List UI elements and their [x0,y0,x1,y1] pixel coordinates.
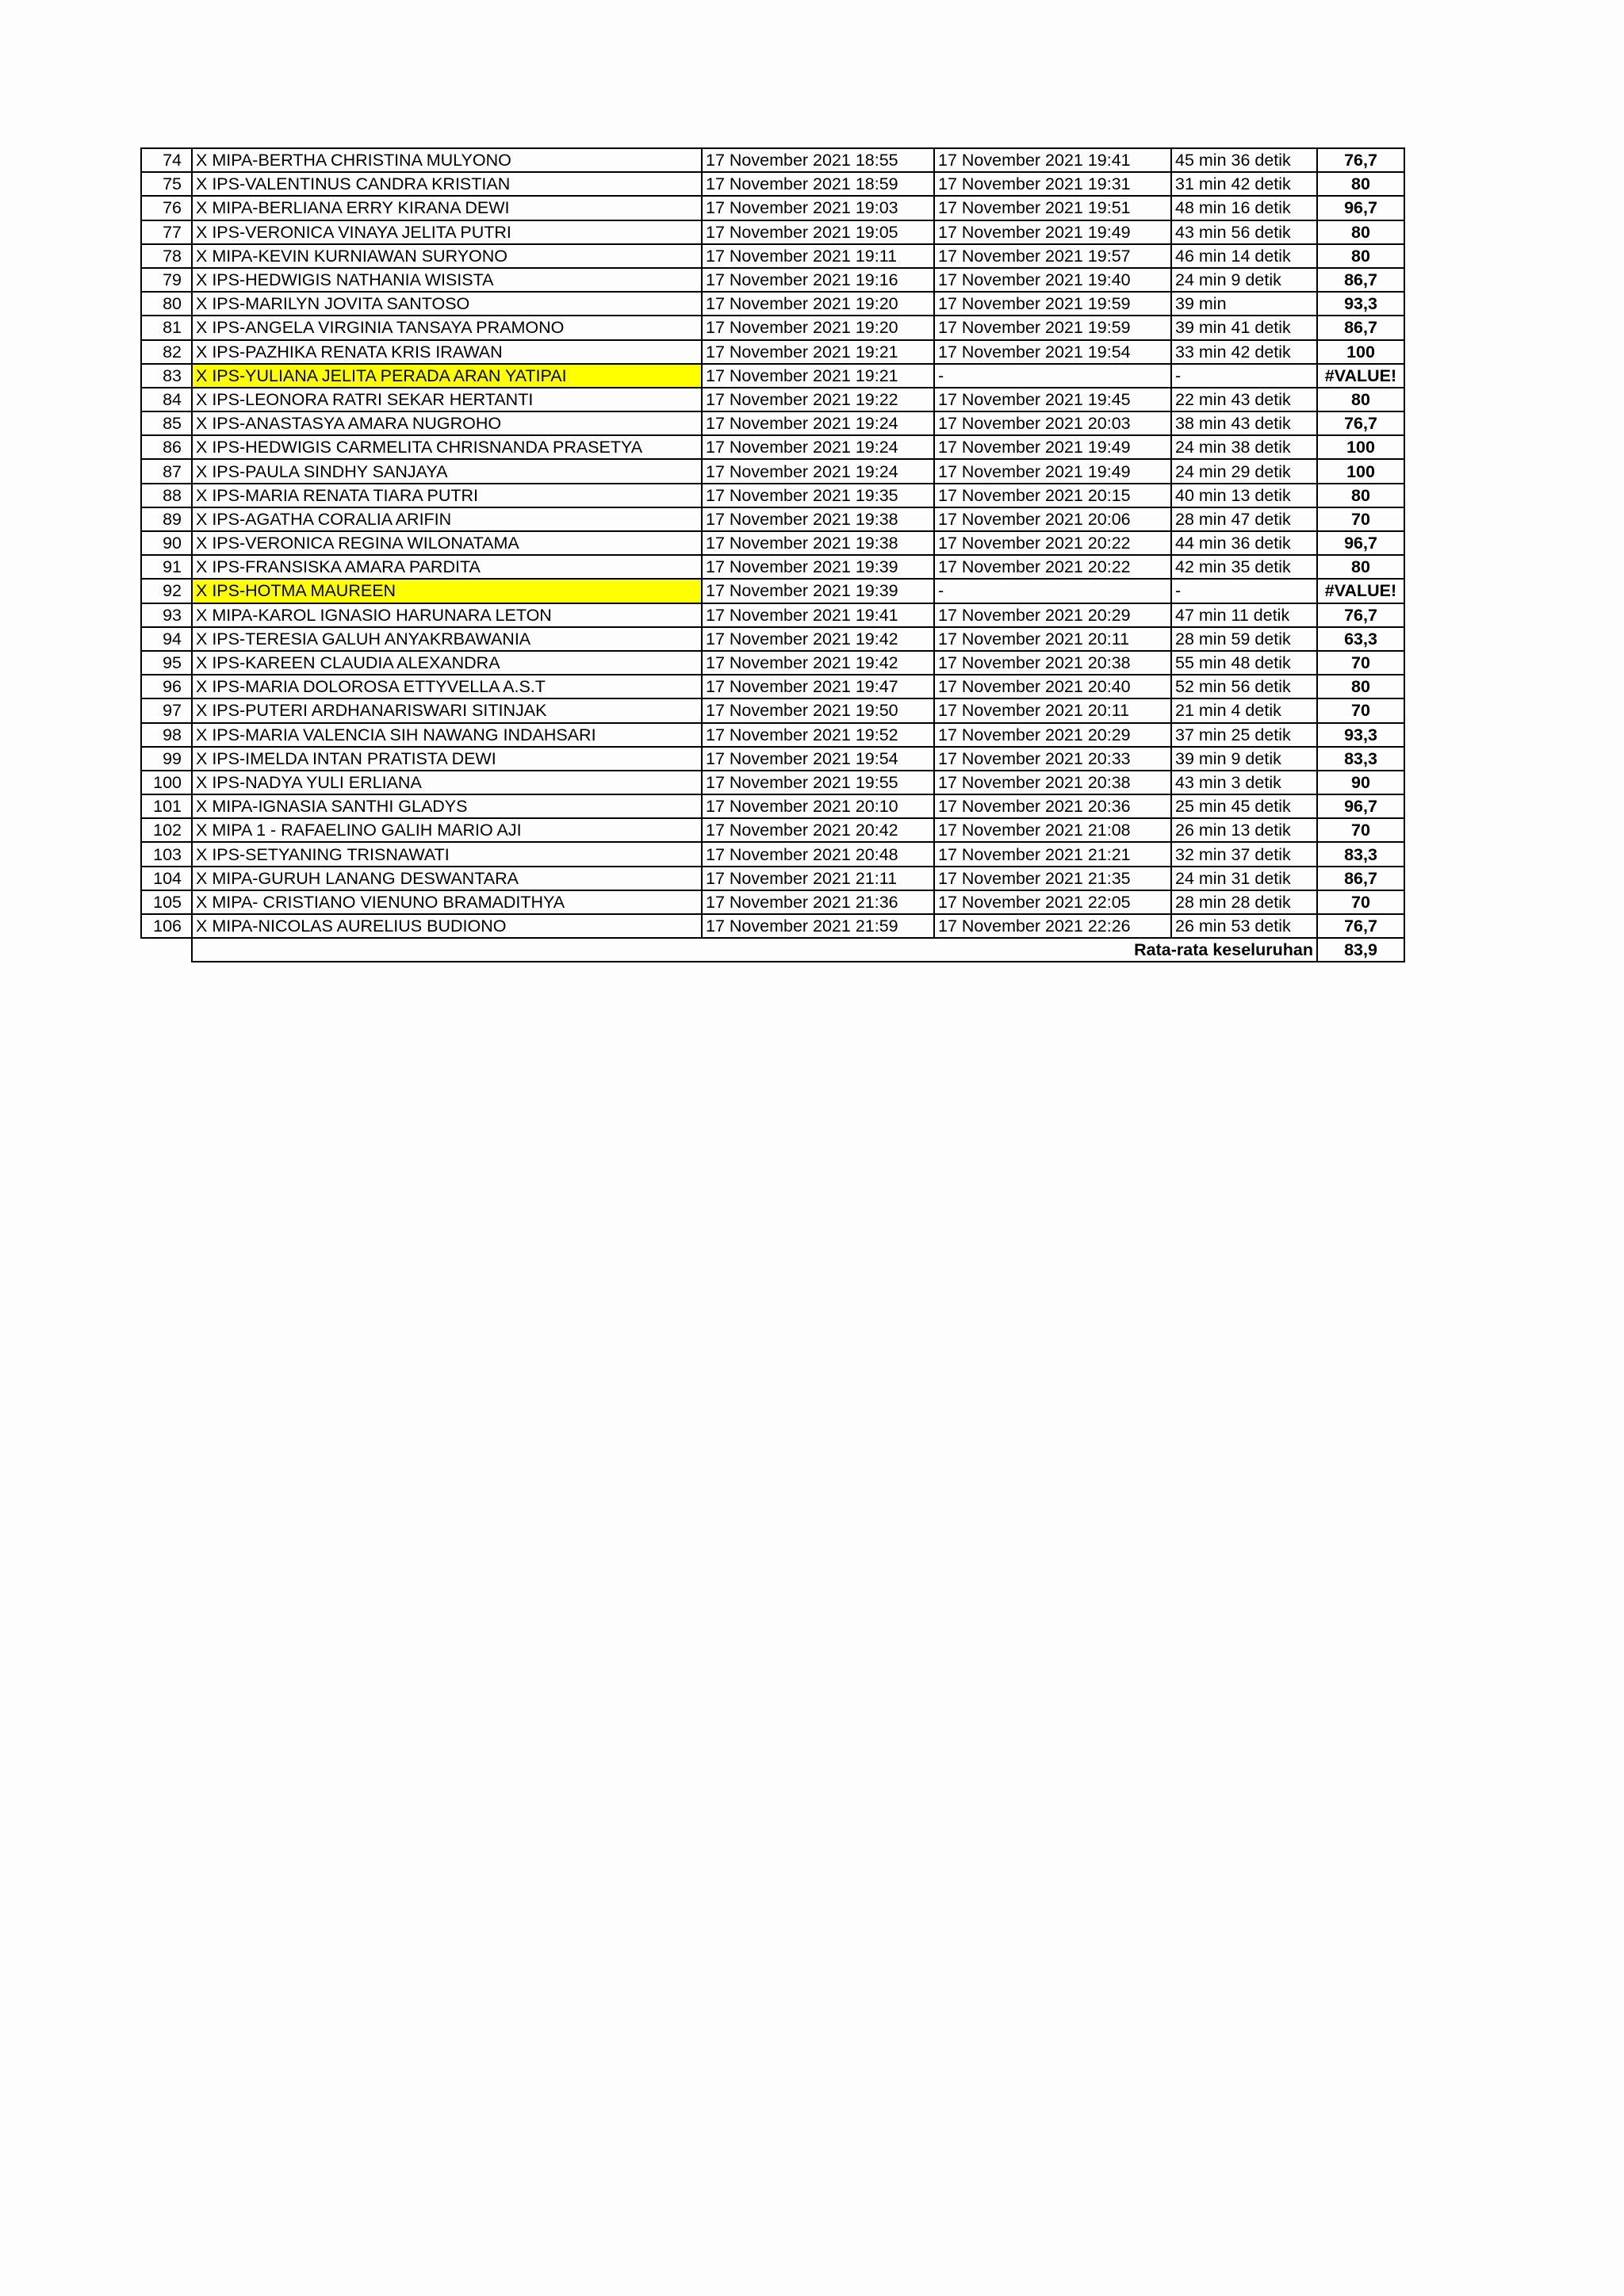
start-time-cell: 17 November 2021 19:38 [702,531,934,555]
student-name-cell: X IPS-PAULA SINDHY SANJAYA [192,459,702,483]
end-time-cell: 17 November 2021 19:57 [934,244,1171,268]
table-row [141,411,1404,435]
duration-cell: 39 min [1171,292,1317,316]
table-row [141,698,1404,722]
row-number-cell: 89 [141,507,192,531]
score-cell: 80 [1317,172,1404,196]
score-cell: 63,3 [1317,627,1404,651]
table-row [141,268,1404,292]
table-row [141,388,1404,411]
score-cell: 76,7 [1317,603,1404,627]
duration-cell: 24 min 31 detik [1171,867,1317,890]
row-number-cell: 81 [141,316,192,339]
duration-cell: 21 min 4 detik [1171,698,1317,722]
student-name-cell: X MIPA-NICOLAS AURELIUS BUDIONO [192,914,702,938]
student-name-cell: X IPS-HEDWIGIS CARMELITA CHRISNANDA PRASETYA [192,435,702,459]
table-row [141,890,1404,914]
row-number-cell: 97 [141,698,192,722]
duration-cell: 37 min 25 detik [1171,723,1317,747]
student-name-cell: X MIPA-KEVIN KURNIAWAN SURYONO [192,244,702,268]
row-number-cell: 84 [141,388,192,411]
duration-cell: 42 min 35 detik [1171,555,1317,579]
score-cell: 76,7 [1317,914,1404,938]
duration-cell: 39 min 9 detik [1171,747,1317,771]
table-row [141,172,1404,196]
duration-cell: 24 min 29 detik [1171,459,1317,483]
student-name-cell: X IPS-MARIA VALENCIA SIH NAWANG INDAHSARI [192,723,702,747]
table-row [141,196,1404,220]
end-time-cell: 17 November 2021 19:41 [934,148,1171,172]
end-time-cell: 17 November 2021 19:54 [934,340,1171,364]
end-time-cell: 17 November 2021 20:40 [934,675,1171,698]
start-time-cell: 17 November 2021 21:59 [702,914,934,938]
average-empty-cell [141,938,192,962]
start-time-cell: 17 November 2021 19:50 [702,698,934,722]
table-row [141,794,1404,818]
start-time-cell: 17 November 2021 19:24 [702,459,934,483]
row-number-cell: 75 [141,172,192,196]
end-time-cell: 17 November 2021 19:31 [934,172,1171,196]
duration-cell: 45 min 36 detik [1171,148,1317,172]
student-name-cell: X IPS-VALENTINUS CANDRA KRISTIAN [192,172,702,196]
row-number-cell: 94 [141,627,192,651]
table-row [141,364,1404,388]
student-name-cell: X MIPA-BERLIANA ERRY KIRANA DEWI [192,196,702,220]
table-row [141,867,1404,890]
score-cell: 96,7 [1317,196,1404,220]
student-name-cell: X IPS-NADYA YULI ERLIANA [192,771,702,794]
end-time-cell: 17 November 2021 20:36 [934,794,1171,818]
score-cell: 80 [1317,244,1404,268]
score-cell: 70 [1317,818,1404,842]
end-time-cell: 17 November 2021 20:22 [934,531,1171,555]
row-number-cell: 106 [141,914,192,938]
row-number-cell: 93 [141,603,192,627]
score-cell: 80 [1317,220,1404,244]
start-time-cell: 17 November 2021 20:42 [702,818,934,842]
student-name-cell: X MIPA 1 - RAFAELINO GALIH MARIO AJI [192,818,702,842]
end-time-cell: 17 November 2021 19:59 [934,292,1171,316]
end-time-cell: 17 November 2021 22:05 [934,890,1171,914]
score-cell: 93,3 [1317,292,1404,316]
end-time-cell: 17 November 2021 20:11 [934,627,1171,651]
start-time-cell: 17 November 2021 19:21 [702,340,934,364]
score-cell: 86,7 [1317,867,1404,890]
end-time-cell: - [934,579,1171,603]
score-cell: 100 [1317,435,1404,459]
table-row [141,220,1404,244]
end-time-cell: 17 November 2021 22:26 [934,914,1171,938]
row-number-cell: 96 [141,675,192,698]
end-time-cell: 17 November 2021 20:29 [934,603,1171,627]
start-time-cell: 17 November 2021 21:36 [702,890,934,914]
score-cell: 70 [1317,651,1404,675]
row-number-cell: 82 [141,340,192,364]
end-time-cell: - [934,364,1171,388]
start-time-cell: 17 November 2021 20:48 [702,842,934,866]
end-time-cell: 17 November 2021 21:08 [934,818,1171,842]
duration-cell: 31 min 42 detik [1171,172,1317,196]
end-time-cell: 17 November 2021 21:21 [934,842,1171,866]
end-time-cell: 17 November 2021 20:38 [934,771,1171,794]
start-time-cell: 17 November 2021 19:05 [702,220,934,244]
score-cell: 80 [1317,555,1404,579]
row-number-cell: 100 [141,771,192,794]
score-table-body [141,148,1404,938]
end-time-cell: 17 November 2021 20:11 [934,698,1171,722]
row-number-cell: 83 [141,364,192,388]
score-cell: 83,3 [1317,747,1404,771]
score-cell: 80 [1317,484,1404,507]
end-time-cell: 17 November 2021 21:35 [934,867,1171,890]
table-row [141,316,1404,339]
end-time-cell: 17 November 2021 19:40 [934,268,1171,292]
end-time-cell: 17 November 2021 19:59 [934,316,1171,339]
start-time-cell: 17 November 2021 19:42 [702,627,934,651]
end-time-cell: 17 November 2021 19:49 [934,459,1171,483]
row-number-cell: 92 [141,579,192,603]
student-name-cell: X IPS-ANGELA VIRGINIA TANSAYA PRAMONO [192,316,702,339]
table-row [141,459,1404,483]
duration-cell: 48 min 16 detik [1171,196,1317,220]
duration-cell: 33 min 42 detik [1171,340,1317,364]
row-number-cell: 74 [141,148,192,172]
score-cell: #VALUE! [1317,579,1404,603]
table-row [141,675,1404,698]
table-row [141,340,1404,364]
row-number-cell: 104 [141,867,192,890]
student-name-cell: X IPS-MARIA RENATA TIARA PUTRI [192,484,702,507]
student-name-cell: X MIPA-KAROL IGNASIO HARUNARA LETON [192,603,702,627]
end-time-cell: 17 November 2021 19:49 [934,435,1171,459]
score-cell: 83,3 [1317,842,1404,866]
table-row [141,579,1404,603]
score-cell: 76,7 [1317,411,1404,435]
duration-cell: - [1171,364,1317,388]
student-name-cell: X IPS-PUTERI ARDHANARISWARI SITINJAK [192,698,702,722]
student-name-cell: X IPS-VERONICA REGINA WILONATAMA [192,531,702,555]
score-cell: 80 [1317,675,1404,698]
student-name-cell: X IPS-SETYANING TRISNAWATI [192,842,702,866]
start-time-cell: 17 November 2021 19:39 [702,555,934,579]
table-row [141,435,1404,459]
row-number-cell: 87 [141,459,192,483]
row-number-cell: 79 [141,268,192,292]
start-time-cell: 17 November 2021 18:55 [702,148,934,172]
start-time-cell: 17 November 2021 19:16 [702,268,934,292]
score-cell: #VALUE! [1317,364,1404,388]
start-time-cell: 17 November 2021 19:22 [702,388,934,411]
student-name-cell: X IPS-TERESIA GALUH ANYAKRBAWANIA [192,627,702,651]
row-number-cell: 78 [141,244,192,268]
student-name-cell: X MIPA-IGNASIA SANTHI GLADYS [192,794,702,818]
student-name-cell: X IPS-KAREEN CLAUDIA ALEXANDRA [192,651,702,675]
end-time-cell: 17 November 2021 20:29 [934,723,1171,747]
student-name-cell: X IPS-IMELDA INTAN PRATISTA DEWI [192,747,702,771]
end-time-cell: 17 November 2021 20:33 [934,747,1171,771]
table-row [141,507,1404,531]
start-time-cell: 17 November 2021 19:20 [702,316,934,339]
table-row [141,842,1404,866]
score-cell: 93,3 [1317,723,1404,747]
student-name-cell: X MIPA-GURUH LANANG DESWANTARA [192,867,702,890]
score-cell: 100 [1317,459,1404,483]
table-row [141,723,1404,747]
start-time-cell: 17 November 2021 19:35 [702,484,934,507]
score-cell: 96,7 [1317,794,1404,818]
duration-cell: 55 min 48 detik [1171,651,1317,675]
row-number-cell: 85 [141,411,192,435]
score-cell: 100 [1317,340,1404,364]
duration-cell: 32 min 37 detik [1171,842,1317,866]
row-number-cell: 91 [141,555,192,579]
end-time-cell: 17 November 2021 19:51 [934,196,1171,220]
student-name-cell: X IPS-VERONICA VINAYA JELITA PUTRI [192,220,702,244]
student-name-cell: X IPS-MARILYN JOVITA SANTOSO [192,292,702,316]
student-name-cell: X IPS-YULIANA JELITA PERADA ARAN YATIPAI [192,364,702,388]
duration-cell: 43 min 3 detik [1171,771,1317,794]
score-cell: 80 [1317,388,1404,411]
start-time-cell: 17 November 2021 19:03 [702,196,934,220]
average-row [141,938,1404,962]
duration-cell: 28 min 47 detik [1171,507,1317,531]
row-number-cell: 86 [141,435,192,459]
score-cell: 70 [1317,507,1404,531]
table-row [141,555,1404,579]
end-time-cell: 17 November 2021 20:22 [934,555,1171,579]
row-number-cell: 103 [141,842,192,866]
start-time-cell: 17 November 2021 19:52 [702,723,934,747]
student-name-cell: X MIPA-BERTHA CHRISTINA MULYONO [192,148,702,172]
duration-cell: 39 min 41 detik [1171,316,1317,339]
duration-cell: 44 min 36 detik [1171,531,1317,555]
duration-cell: 52 min 56 detik [1171,675,1317,698]
duration-cell: - [1171,579,1317,603]
table-row [141,914,1404,938]
row-number-cell: 102 [141,818,192,842]
duration-cell: 40 min 13 detik [1171,484,1317,507]
row-number-cell: 76 [141,196,192,220]
duration-cell: 38 min 43 detik [1171,411,1317,435]
table-row [141,603,1404,627]
end-time-cell: 17 November 2021 20:38 [934,651,1171,675]
student-name-cell: X IPS-HOTMA MAUREEN [192,579,702,603]
student-name-cell: X MIPA- CRISTIANO VIENUNO BRAMADITHYA [192,890,702,914]
duration-cell: 28 min 59 detik [1171,627,1317,651]
duration-cell: 22 min 43 detik [1171,388,1317,411]
table-row [141,651,1404,675]
start-time-cell: 17 November 2021 19:11 [702,244,934,268]
start-time-cell: 17 November 2021 19:42 [702,651,934,675]
end-time-cell: 17 November 2021 20:06 [934,507,1171,531]
score-cell: 86,7 [1317,316,1404,339]
student-name-cell: X IPS-ANASTASYA AMARA NUGROHO [192,411,702,435]
start-time-cell: 17 November 2021 19:41 [702,603,934,627]
row-number-cell: 80 [141,292,192,316]
start-time-cell: 17 November 2021 19:38 [702,507,934,531]
duration-cell: 43 min 56 detik [1171,220,1317,244]
start-time-cell: 17 November 2021 19:24 [702,411,934,435]
start-time-cell: 17 November 2021 19:47 [702,675,934,698]
row-number-cell: 88 [141,484,192,507]
score-cell: 70 [1317,890,1404,914]
student-name-cell: X IPS-LEONORA RATRI SEKAR HERTANTI [192,388,702,411]
duration-cell: 25 min 45 detik [1171,794,1317,818]
duration-cell: 24 min 38 detik [1171,435,1317,459]
table-row [141,627,1404,651]
table-row [141,818,1404,842]
end-time-cell: 17 November 2021 20:15 [934,484,1171,507]
score-cell: 90 [1317,771,1404,794]
duration-cell: 24 min 9 detik [1171,268,1317,292]
student-name-cell: X IPS-HEDWIGIS NATHANIA WISISTA [192,268,702,292]
row-number-cell: 99 [141,747,192,771]
student-name-cell: X IPS-PAZHIKA RENATA KRIS IRAWAN [192,340,702,364]
start-time-cell: 17 November 2021 19:21 [702,364,934,388]
start-time-cell: 17 November 2021 19:20 [702,292,934,316]
duration-cell: 26 min 53 detik [1171,914,1317,938]
start-time-cell: 17 November 2021 18:59 [702,172,934,196]
duration-cell: 47 min 11 detik [1171,603,1317,627]
row-number-cell: 95 [141,651,192,675]
end-time-cell: 17 November 2021 19:45 [934,388,1171,411]
table-row [141,244,1404,268]
table-row [141,484,1404,507]
student-name-cell: X IPS-AGATHA CORALIA ARIFIN [192,507,702,531]
start-time-cell: 17 November 2021 19:54 [702,747,934,771]
score-cell: 96,7 [1317,531,1404,555]
student-name-cell: X IPS-FRANSISKA AMARA PARDITA [192,555,702,579]
table-row [141,771,1404,794]
score-cell: 86,7 [1317,268,1404,292]
duration-cell: 28 min 28 detik [1171,890,1317,914]
start-time-cell: 17 November 2021 19:39 [702,579,934,603]
row-number-cell: 77 [141,220,192,244]
row-number-cell: 98 [141,723,192,747]
table-row [141,148,1404,172]
start-time-cell: 17 November 2021 20:10 [702,794,934,818]
table-row [141,531,1404,555]
average-value: 83,9 [1317,938,1404,962]
start-time-cell: 17 November 2021 19:55 [702,771,934,794]
duration-cell: 46 min 14 detik [1171,244,1317,268]
row-number-cell: 90 [141,531,192,555]
start-time-cell: 17 November 2021 21:11 [702,867,934,890]
end-time-cell: 17 November 2021 19:49 [934,220,1171,244]
score-table [140,147,1405,962]
score-cell: 76,7 [1317,148,1404,172]
duration-cell: 26 min 13 detik [1171,818,1317,842]
score-cell: 70 [1317,698,1404,722]
row-number-cell: 105 [141,890,192,914]
average-label: Rata-rata keseluruhan [192,938,1317,962]
table-row [141,292,1404,316]
student-name-cell: X IPS-MARIA DOLOROSA ETTYVELLA A.S.T [192,675,702,698]
end-time-cell: 17 November 2021 20:03 [934,411,1171,435]
start-time-cell: 17 November 2021 19:24 [702,435,934,459]
row-number-cell: 101 [141,794,192,818]
table-row [141,747,1404,771]
